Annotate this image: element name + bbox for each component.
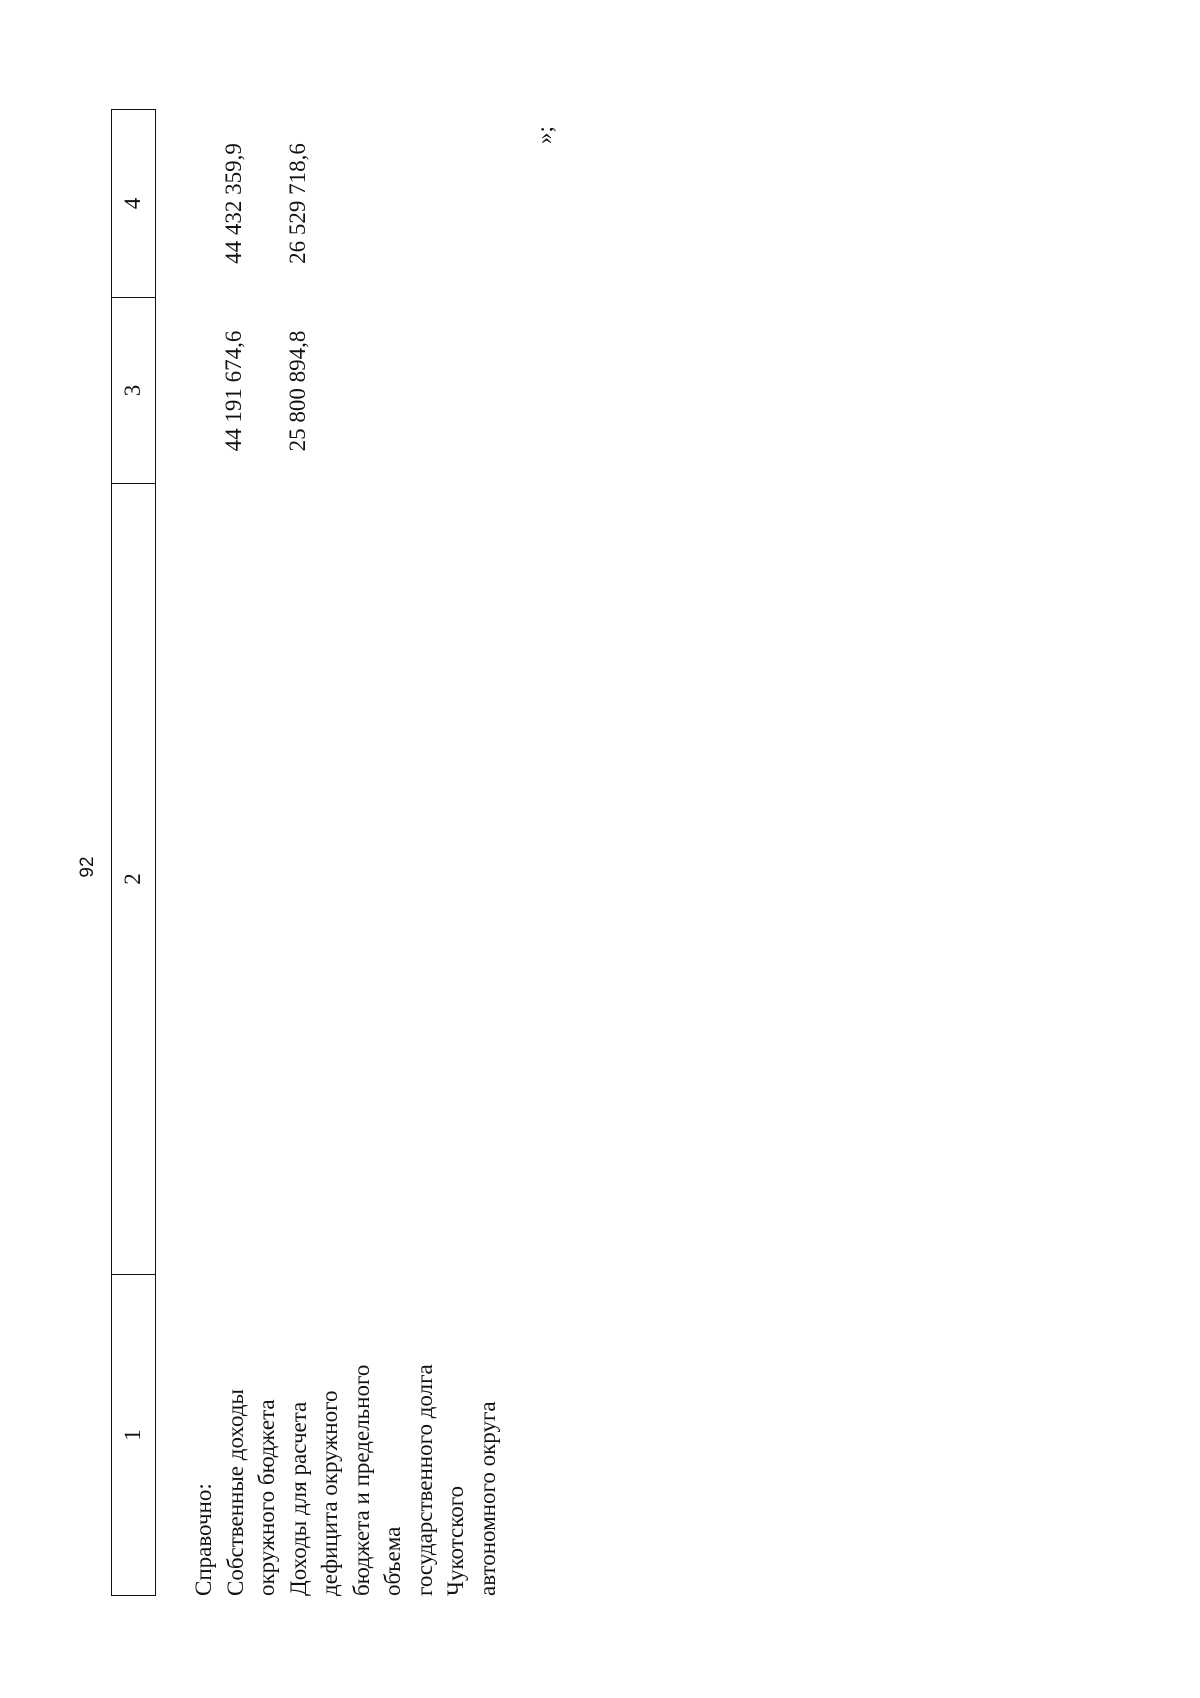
reference-line: бюджета и предельного [348, 1364, 374, 1596]
reference-line: окружного бюджета [254, 1399, 279, 1596]
reference-heading: Справочно: [191, 1483, 216, 1596]
reference-line: Чукотского [443, 1485, 468, 1596]
deficit-revenue-col3-value: 25 800 894,8 [285, 330, 310, 452]
own-revenue-col3-value: 44 191 674,6 [221, 330, 246, 452]
page-number: 92 [77, 856, 98, 878]
reference-line: Собственные доходы [222, 1388, 248, 1596]
reference-line: Доходы для расчета [285, 1401, 311, 1596]
reference-label-cell [188, 1275, 503, 1596]
table-header-row [111, 109, 156, 1596]
header-col-2: 2 [112, 483, 155, 1274]
closing-quote-mark: »; [532, 126, 557, 144]
header-col-3: 3 [112, 297, 155, 483]
header-col-1: 1 [112, 1274, 155, 1595]
reference-line: автономного округа [474, 1401, 500, 1596]
own-revenue-col4-value: 44 432 359,9 [221, 143, 246, 264]
reference-line: дефицита окружного [317, 1390, 342, 1596]
header-col-4: 4 [120, 197, 145, 210]
reference-line: государственного долга [411, 1364, 437, 1596]
reference-line: объема [380, 1526, 405, 1596]
deficit-revenue-col4-value: 26 529 718,6 [285, 143, 310, 264]
